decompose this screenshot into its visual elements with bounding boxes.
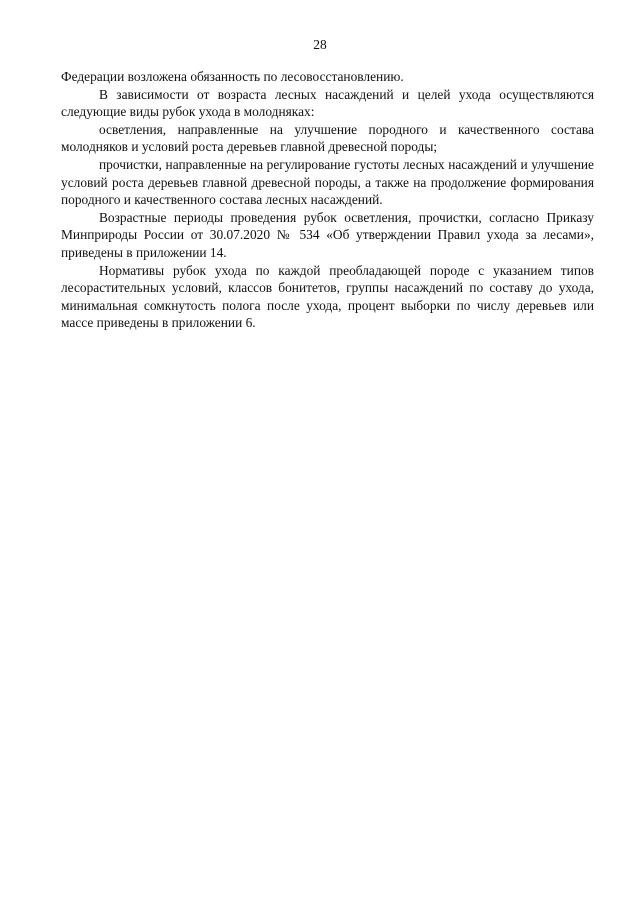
paragraph-continuation: Федерации возложена обязанность по лесовосстановлению. [61,69,404,84]
paragraph-age-periods: Возрастные периоды проведения рубок осветления, прочистки, согласно Приказу Минприроды России от 30.07.2020 № 534 «Об утверждении Правил ухода за лесами», приведены в приложении 14. [61,209,594,260]
paragraph-care-types-intro: В зависимости от возраста лесных насаждений и целей ухода осуществляются следующие виды рубок ухода в молодняках: [61,86,594,120]
page-number: 28 [313,37,327,52]
paragraph-cleaning: прочистки, направленные на регулирование густоты лесных насаждений и улучшение условий роста деревьев главной древесной породы, а также на продолжение формирования породного и качественного состава лесных насаждений. [61,156,594,208]
paragraph-norms: Нормативы рубок ухода по каждой преобладающей породе с указанием типов лесорастительных условий, классов бонитетов, группы насаждений по составу до ухода, минимальная сомкнутость полога после ухода, процент выборки по числу деревьев или массе приведены в приложении 6. [61,262,594,331]
body-text [61,68,594,332]
paragraph-clearing: осветления, направленные на улучшение породного и качественного состава молодняков и условий роста деревьев главной древесной породы; [61,121,594,155]
